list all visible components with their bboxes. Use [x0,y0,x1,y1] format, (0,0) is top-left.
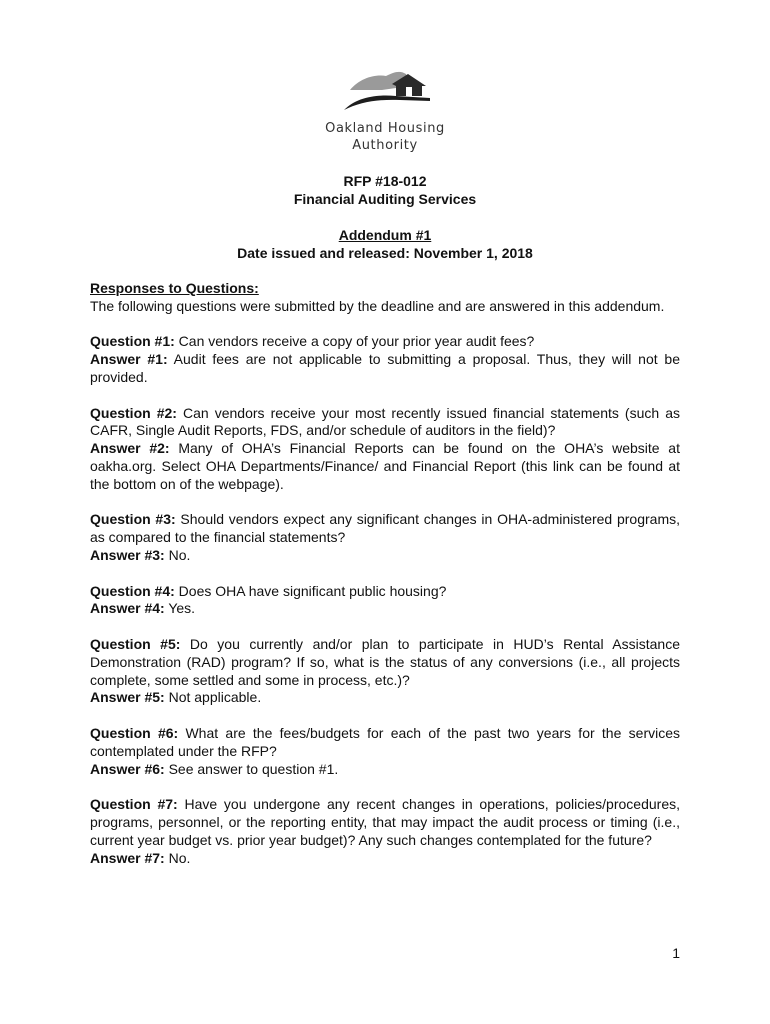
answer-text: Yes. [164,600,196,617]
question-text: Have you undergone any recent changes in operations, policies/procedures, programs, personnel, or the reporting entity, that may impact the audit process or timing (i.e., current year budget vs. prior year budget)? Any such changes contemplated for the future? [90,796,680,848]
answer-label: Answer #3: [90,546,165,563]
question-text: Should vendors expect any significant changes in OHA-administered programs, as compared to the financial statements? [90,511,680,546]
page-number: 1 [672,945,680,961]
qa-item-5 [90,636,680,707]
document-header [90,172,680,262]
answer-text: Audit fees are not applicable to submitting a proposal. Thus, they will not be provided. [90,351,681,385]
question-label: Question #3: [90,511,176,528]
rfp-number: RFP #18-012 [343,173,427,189]
logo-line-1: Oakland Housing [325,121,445,136]
intro-text: The following questions were submitted by the deadline and are answered in this addendum. [90,297,665,314]
question-label: Question #6: [90,724,179,741]
qa-item-2 [90,405,680,494]
rfp-title: Financial Auditing Services [293,191,477,207]
document-body [90,280,680,885]
question-text: What are the fees/budgets for each of the past two years for the services contemplated under the RFP? [90,724,680,759]
question-text: Do you currently and/or plan to participate in HUD’s Rental Assistance Demonstration (RAD) program? If so, what is the status of any conversions (i.e., all projects complete, some settled and some in process, etc.)? [90,635,680,688]
answer-label: Answer #2: [90,440,170,457]
qa-item-3 [90,511,680,564]
answer-label: Answer #6: [90,760,165,777]
question-text: Can vendors receive a copy of your prior year audit fees? [174,333,535,350]
question-text: Can vendors receive your most recently issued financial statements (such as CAFR, Single Audit Reports, FDS, and/or schedule of auditors in the field)? [90,404,680,439]
answer-text: Not applicable. [164,689,262,706]
answer-label: Answer #4: [90,600,165,617]
qa-item-1 [90,333,680,386]
answer-text: See answer to question #1. [164,760,339,777]
addendum-title: Addendum #1 [338,227,432,243]
question-label: Question #4: [90,582,175,599]
intro-section [90,280,680,316]
question-label: Question #2: [90,404,177,421]
answer-label: Answer #1: [90,351,168,368]
answer-label: Answer #7: [90,849,165,866]
question-label: Question #7: [90,796,178,813]
question-text: Does OHA have significant public housing? [174,582,447,599]
logo-line-2: Authority [352,138,418,153]
question-label: Question #1: [90,333,175,350]
issue-date: Date issued and released: November 1, 2018 [237,245,533,261]
answer-label: Answer #5: [90,689,165,706]
answer-text: Many of OHA’s Financial Reports can be found on the OHA’s website at oakha.org. Select OHA Departments/Finance/ and Financial Report (this link can be found at the bottom on of the webpage). [90,440,680,492]
oha-logo [320,68,450,154]
house-on-hill-icon [330,68,440,114]
question-label: Question #5: [90,635,181,652]
responses-heading: Responses to Questions: [90,280,259,296]
qa-item-4 [90,583,680,619]
qa-item-6 [90,725,680,778]
answer-text: No. [164,546,191,563]
qa-item-7 [90,796,680,867]
answer-text: No. [164,849,191,866]
